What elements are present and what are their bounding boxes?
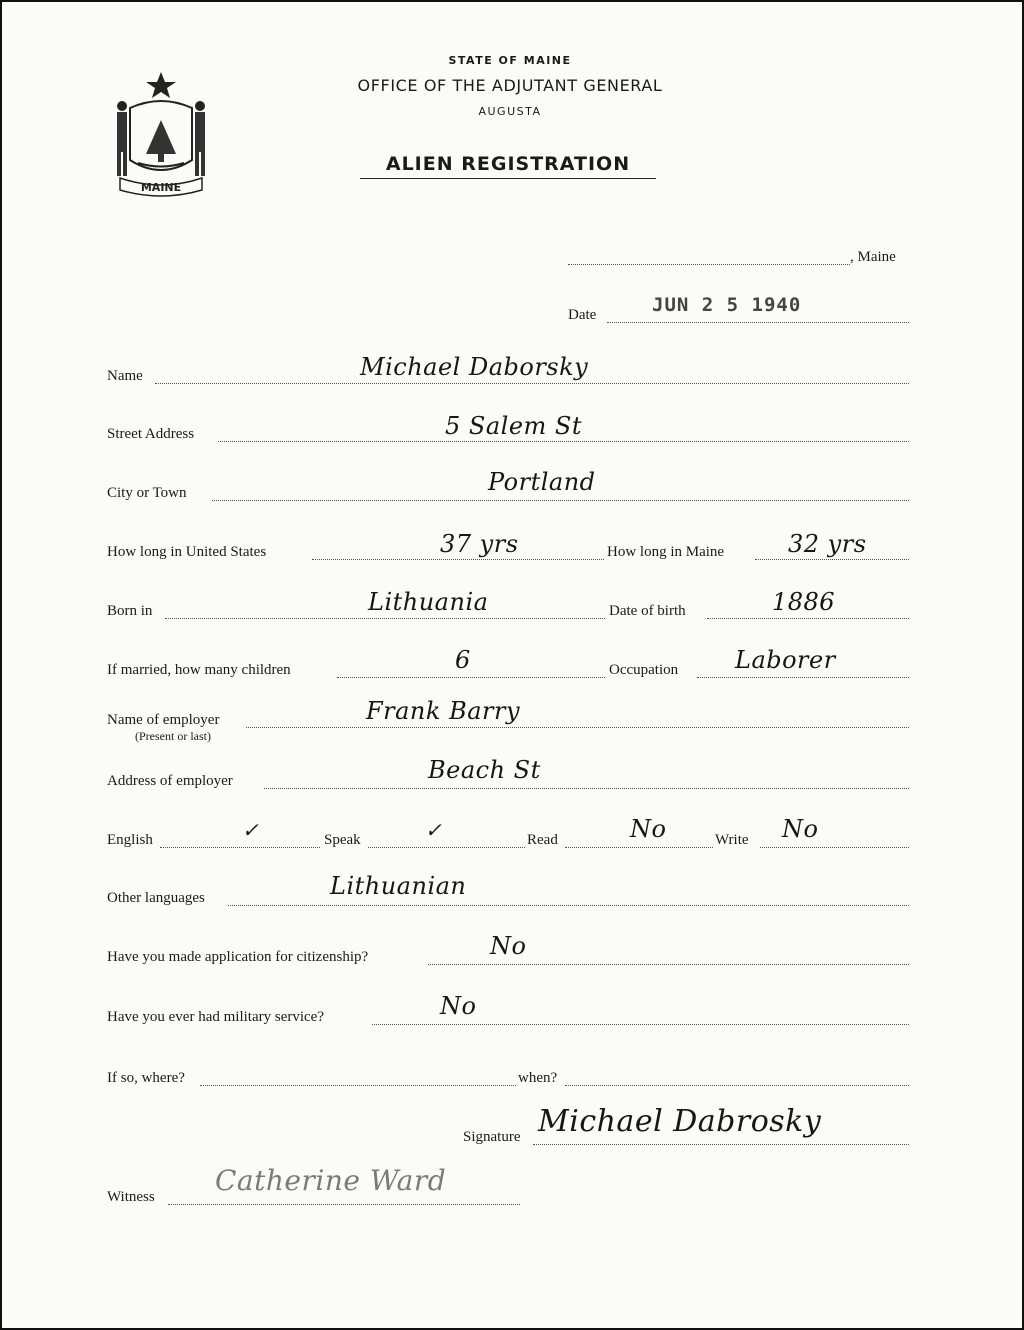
read-value: No <box>630 815 667 843</box>
write-label: Write <box>715 832 749 848</box>
military-value: No <box>440 992 477 1020</box>
when-line <box>565 1085 909 1086</box>
read-label: Read <box>527 832 558 848</box>
occupation-label: Occupation <box>609 662 679 678</box>
header-city: AUGUSTA <box>478 105 542 118</box>
other-languages-value: Lithuanian <box>330 872 467 900</box>
witness-label: Witness <box>107 1189 155 1205</box>
maine-years-line <box>755 559 909 560</box>
speak-line <box>368 847 525 848</box>
birth-date-label: Date of birth <box>609 603 686 619</box>
employer-sublabel: (Present or last) <box>135 729 211 743</box>
date-line <box>607 322 909 323</box>
maine-years-value: 32 yrs <box>788 530 867 558</box>
employer-line <box>246 727 909 728</box>
us-years-line <box>312 559 604 560</box>
children-value: 6 <box>455 646 471 674</box>
write-value: No <box>782 815 819 843</box>
read-line <box>565 847 713 848</box>
military-label: Have you ever had military service? <box>107 1009 324 1025</box>
date-label: Date <box>568 307 597 323</box>
occupation-value: Laborer <box>735 646 836 674</box>
speak-label: Speak <box>324 832 361 848</box>
header-office: OFFICE OF THE ADJUTANT GENERAL <box>357 76 663 95</box>
employer-address-label: Address of employer <box>107 773 233 789</box>
street-label: Street Address <box>107 426 195 442</box>
citizenship-line <box>428 964 909 965</box>
city-value: Portland <box>488 468 596 496</box>
born-in-value: Lithuania <box>368 588 489 616</box>
birth-date-line <box>707 618 909 619</box>
english-line <box>160 847 320 848</box>
employer-address-value: Beach St <box>428 756 541 784</box>
birth-date-value: 1886 <box>772 588 836 616</box>
street-value: 5 Salem St <box>445 412 582 440</box>
when-label: when? <box>518 1070 558 1086</box>
seal-text: MAINE <box>140 181 182 194</box>
state-seal-icon <box>108 68 214 198</box>
english-value: ✓ <box>242 818 260 842</box>
city-line <box>212 500 909 501</box>
signature-line <box>533 1144 909 1145</box>
name-line <box>155 383 909 384</box>
employer-label: Name of employer <box>107 712 220 728</box>
city-label: City or Town <box>107 485 187 501</box>
military-line <box>372 1024 909 1025</box>
street-line <box>218 441 909 442</box>
write-line <box>760 847 909 848</box>
us-years-label: How long in United States <box>107 544 267 560</box>
speak-value: ✓ <box>425 818 443 842</box>
children-line <box>337 677 605 678</box>
name-value: Michael Daborsky <box>360 353 589 381</box>
citizenship-value: No <box>490 932 527 960</box>
born-in-label: Born in <box>107 603 153 619</box>
signature-value: Michael Dabrosky <box>538 1104 822 1139</box>
occupation-line <box>697 677 909 678</box>
header-state: STATE OF MAINE <box>448 54 572 67</box>
form-title: ALIEN REGISTRATION <box>360 153 656 179</box>
born-in-line <box>165 618 605 619</box>
witness-line <box>168 1204 520 1205</box>
date-stamp: JUN 2 5 1940 <box>652 294 802 316</box>
signature-label: Signature <box>463 1129 521 1145</box>
place-line <box>568 264 850 265</box>
where-line <box>200 1085 516 1086</box>
english-label: English <box>107 832 153 848</box>
children-label: If married, how many children <box>107 662 291 678</box>
other-languages-line <box>228 905 909 906</box>
witness-value: Catherine Ward <box>215 1164 447 1197</box>
place-suffix: , Maine <box>850 249 896 265</box>
maine-years-label: How long in Maine <box>607 544 725 560</box>
citizenship-label: Have you made application for citizenship? <box>107 949 369 965</box>
employer-address-line <box>264 788 909 789</box>
other-languages-label: Other languages <box>107 890 205 906</box>
employer-value: Frank Barry <box>366 697 521 725</box>
name-label: Name <box>107 368 143 384</box>
where-label: If so, where? <box>107 1070 185 1086</box>
us-years-value: 37 yrs <box>440 530 519 558</box>
